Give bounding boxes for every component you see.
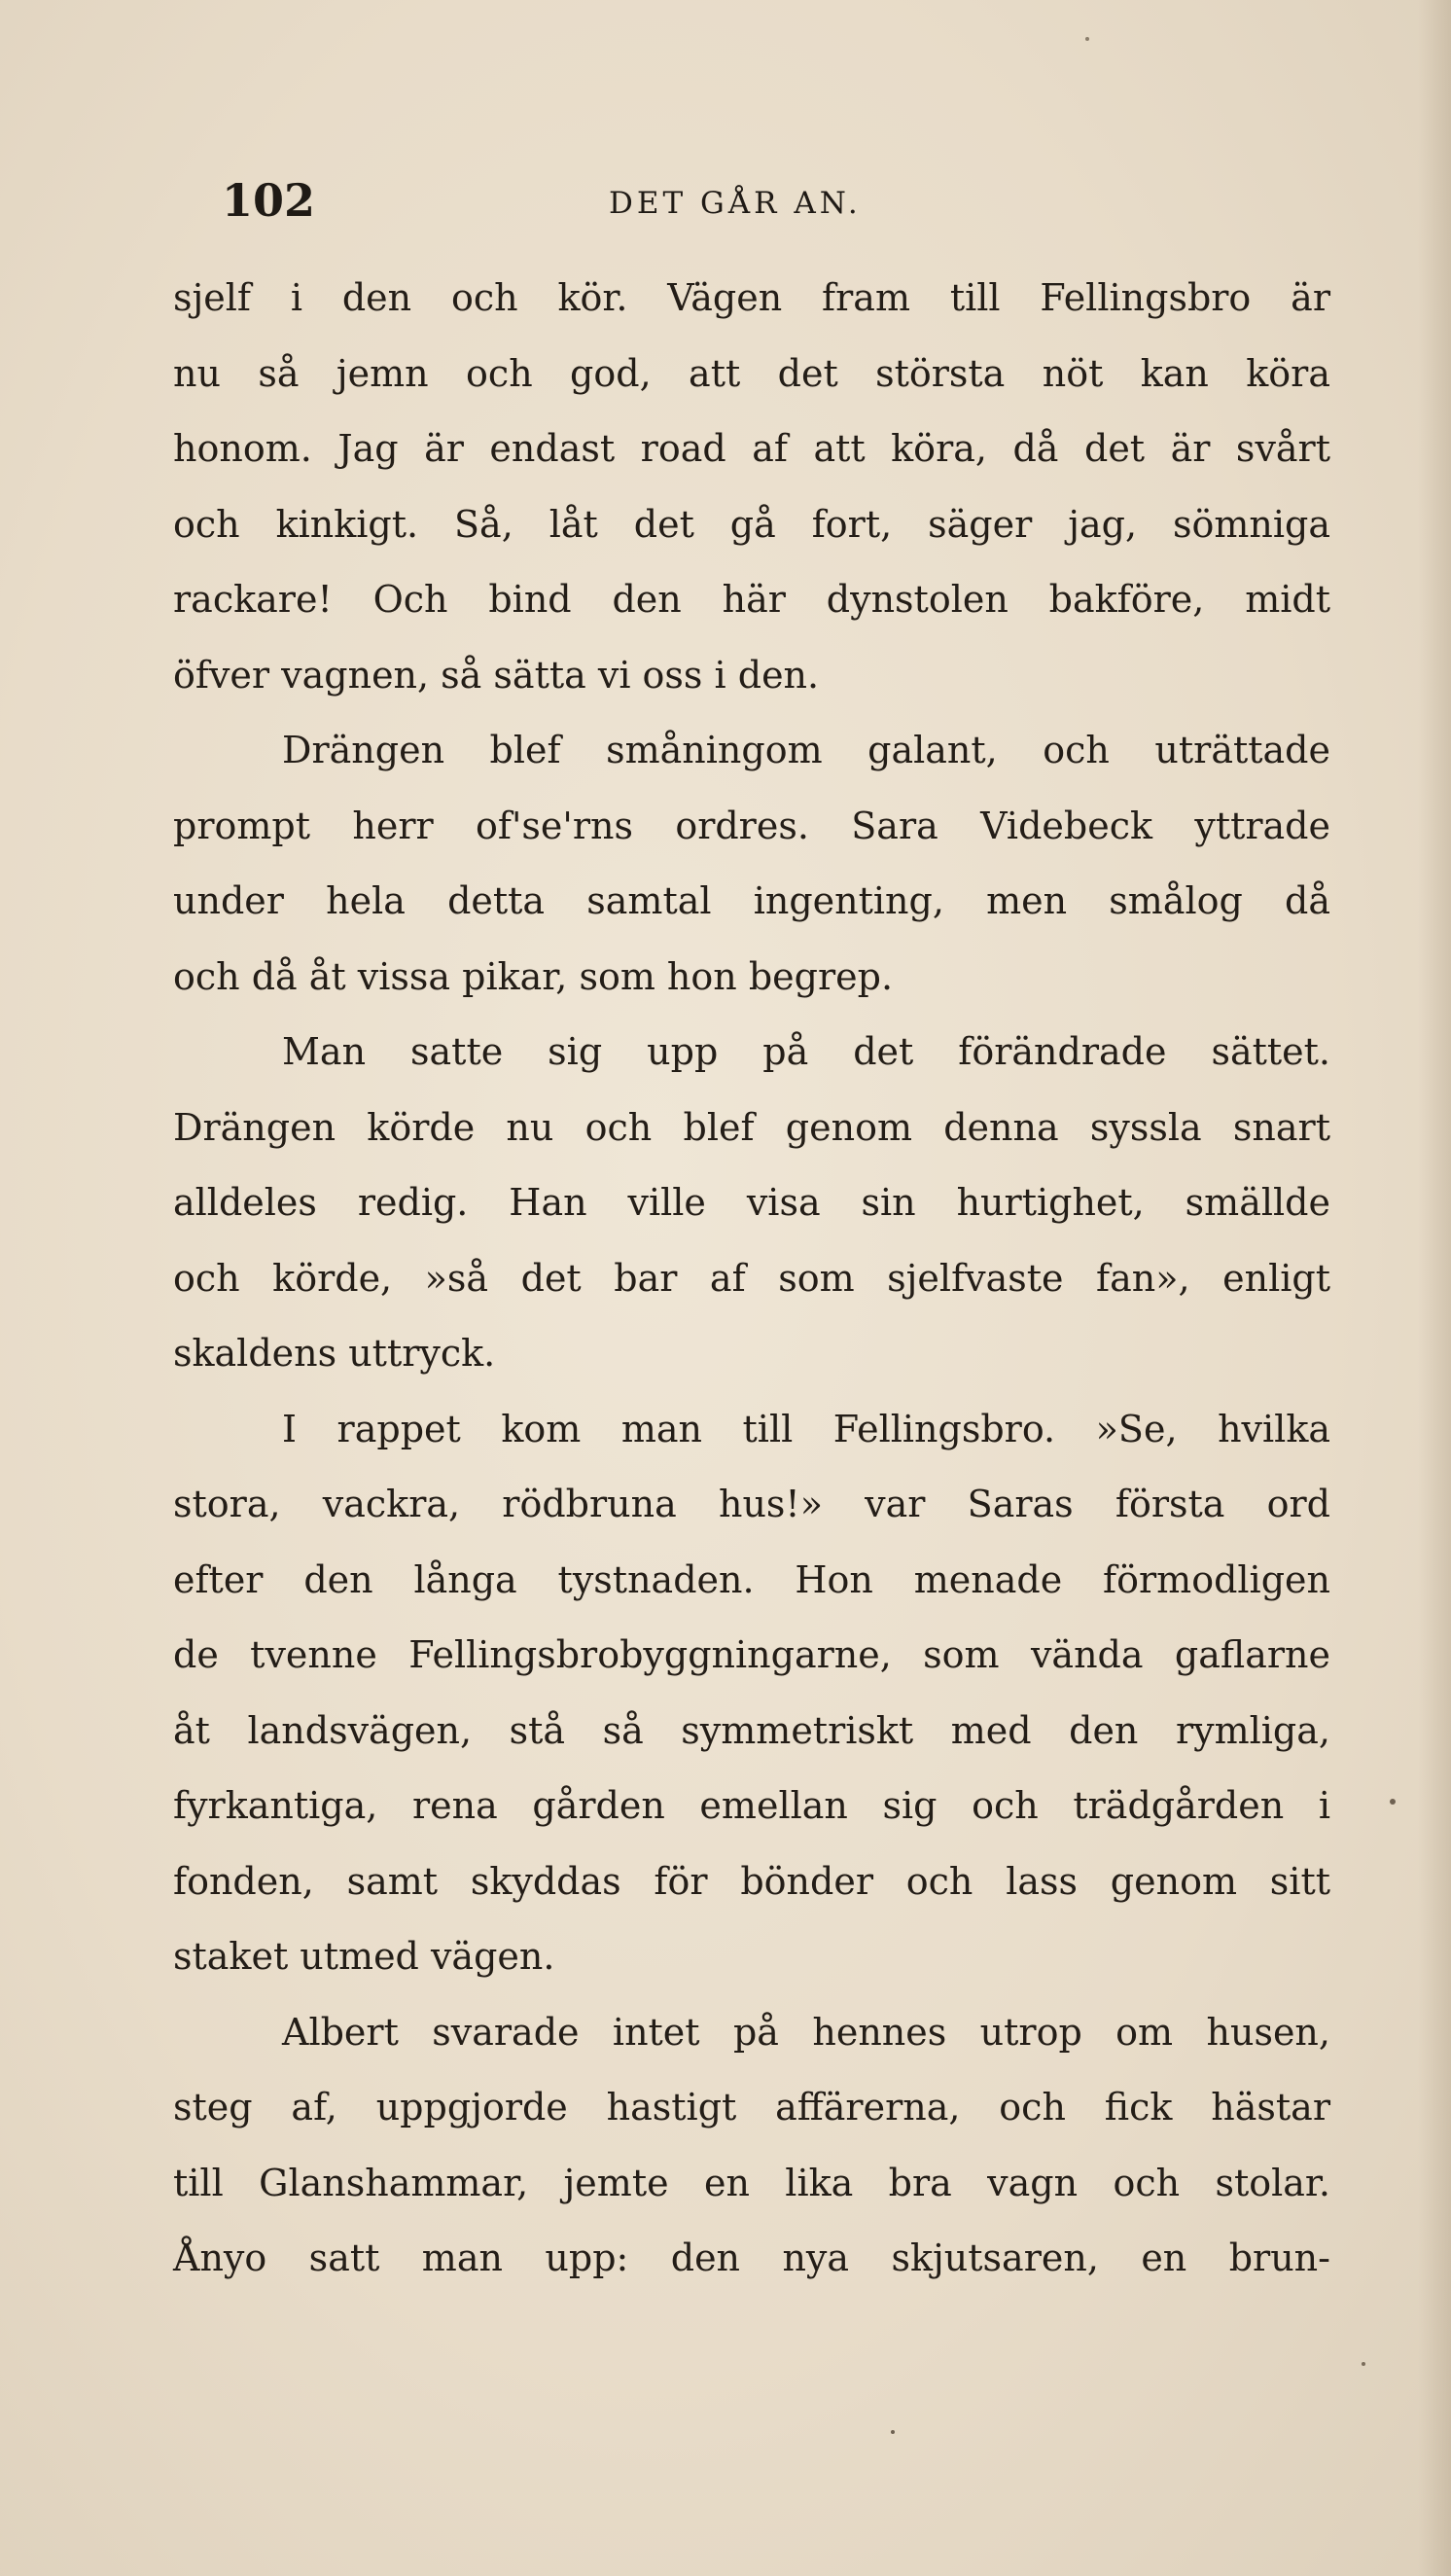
text-line: steg af, uppgjorde hastigt affärerna, och fick hästar [173, 2086, 1330, 2129]
text-line: sjelf i den och kör. Vägen fram till Fellingsbro är [173, 276, 1330, 319]
text-line-paragraph-start: I rappet kom man till Fellingsbro. »Se, hvilka [282, 1407, 1330, 1450]
running-head: DET GÅR AN. [609, 186, 862, 221]
text-line: till Glanshammar, jemte en lika bra vagn och stolar. [173, 2161, 1330, 2204]
text-line-paragraph-start: Man satte sig upp på det förändrade sättet. [282, 1030, 1330, 1073]
text-line: fonden, samt skyddas för bönder och lass genom sitt [173, 1859, 1330, 1903]
text-line: stora, vackra, rödbruna hus!» var Saras första ord [173, 1483, 1330, 1525]
text-line: fyrkantiga, rena gården emellan sig och trädgården i [173, 1784, 1330, 1827]
text-line-paragraph-start: Drängen blef småningom galant, och uträttade [282, 729, 1330, 771]
text-line: de tvenne Fellingsbrobyggningarne, som vända gaflarne [173, 1633, 1330, 1676]
text-line-paragraph-end: skaldens uttryck. [173, 1332, 496, 1375]
text-line: nu så jemn och god, att det största nöt kan köra [173, 351, 1330, 395]
page-number: 102 [222, 174, 316, 227]
text-line-paragraph-end: staket utmed vägen. [173, 1935, 555, 1978]
text-line: alldeles redig. Han ville visa sin hurtighet, smällde [173, 1181, 1330, 1224]
text-line: under hela detta samtal ingenting, men smålog då [173, 879, 1330, 922]
text-line-paragraph-start: Albert svarade intet på hennes utrop om husen, [282, 2010, 1330, 2054]
text-line: Drängen körde nu och blef genom denna syssla snart [173, 1105, 1330, 1149]
text-line: och kinkigt. Så, låt det gå fort, säger jag, sömniga [173, 502, 1330, 546]
text-line: efter den långa tystnaden. Hon menade förmodligen [173, 1557, 1330, 1601]
text-line: prompt herr of'se'rns ordres. Sara Videbeck yttrade [173, 804, 1330, 847]
speck-mark [1390, 1799, 1396, 1805]
text-line-paragraph-end: och då åt vissa pikar, som hon begrep. [173, 954, 894, 998]
speck-mark [891, 2430, 895, 2434]
text-line-paragraph-end: öfver vagnen, så sätta vi oss i den. [173, 653, 820, 697]
speck-mark [1085, 37, 1089, 41]
text-line: Ånyo satt man upp: den nya skjutsaren, en brun- [173, 2236, 1330, 2279]
text-line: honom. Jag är endast road af att köra, då det är svårt [173, 427, 1330, 470]
text-line: åt landsvägen, stå så symmetriskt med den rymliga, [173, 1708, 1330, 1752]
text-line: och körde, »så det bar af som sjelfvaste fan», enligt [173, 1256, 1330, 1300]
text-line: rackare! Och bind den här dynstolen bakföre, midt [173, 578, 1330, 621]
speck-mark [1362, 2362, 1365, 2366]
